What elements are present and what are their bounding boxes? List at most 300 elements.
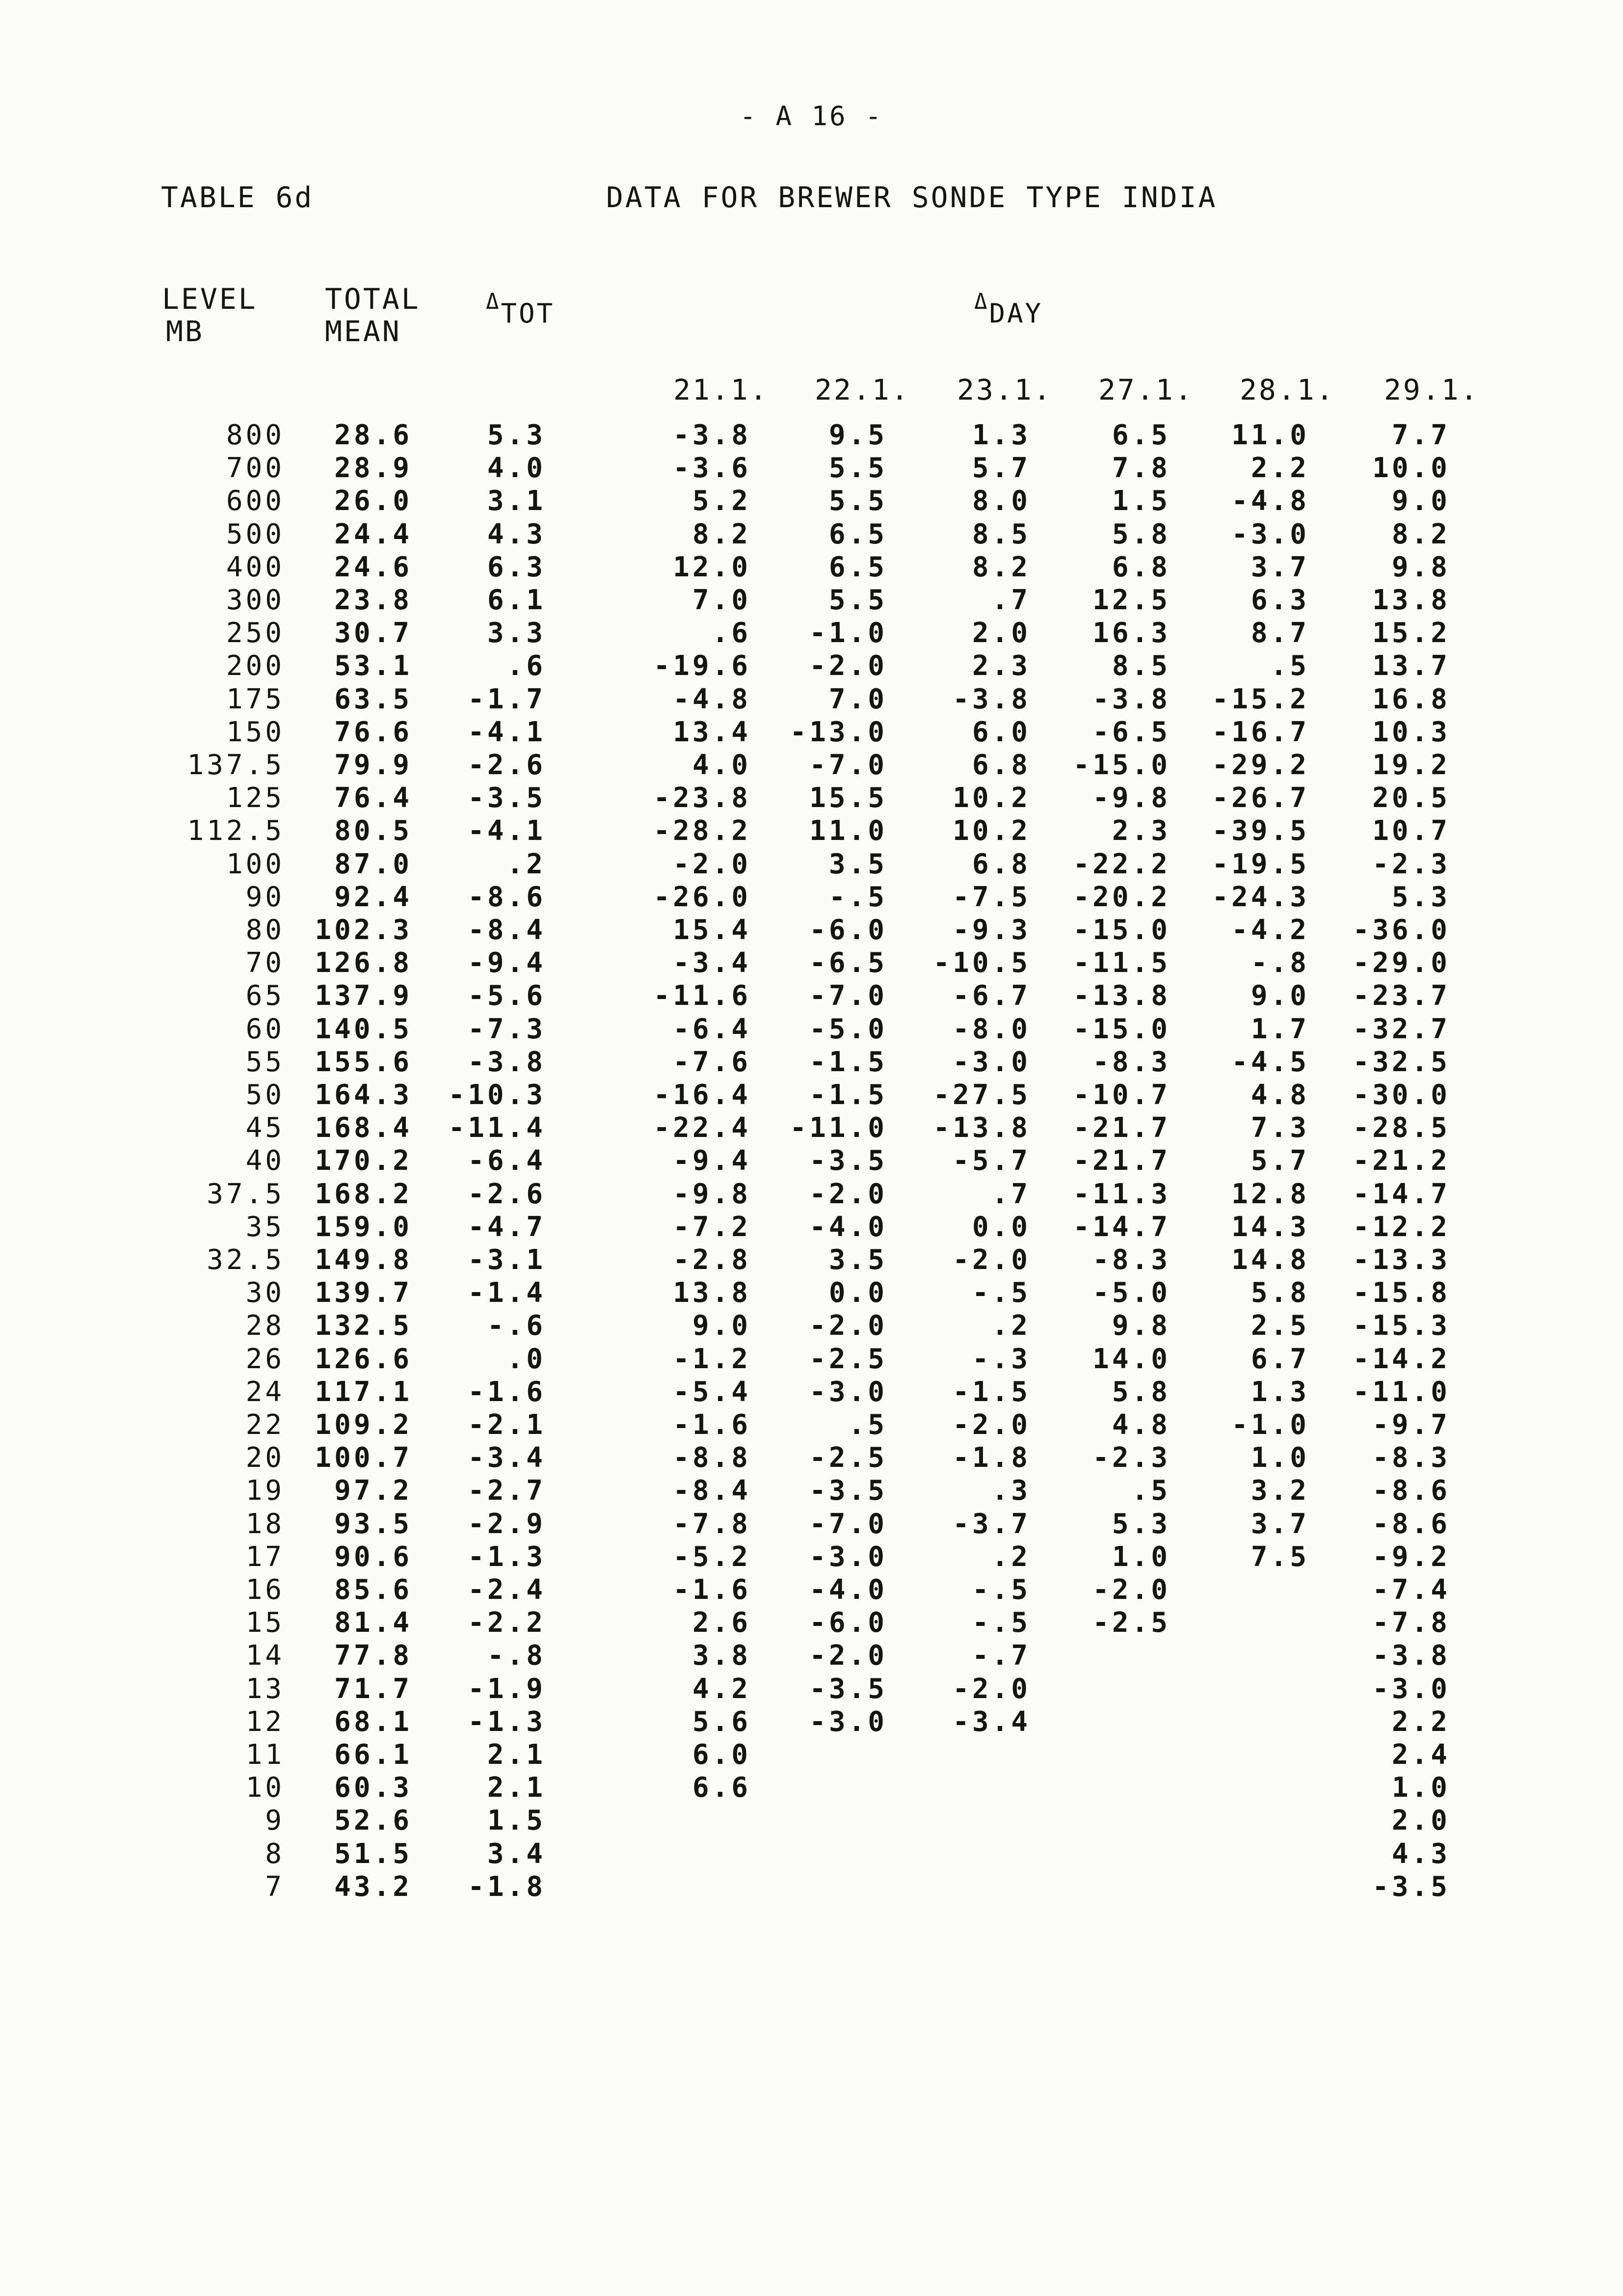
delta-day-cell: -.5 — [828, 881, 887, 913]
table-row — [0, 617, 1623, 649]
delta-day-cell: -11.0 — [1353, 1376, 1450, 1408]
delta-day-cell: 1.5 — [1112, 485, 1171, 517]
table-row — [0, 452, 1623, 485]
delta-tot-cell: -11.4 — [448, 1112, 546, 1144]
delta-day-cell: 6.3 — [1251, 584, 1309, 616]
delta-day-cell: 10.7 — [1372, 815, 1450, 847]
table-row — [0, 419, 1623, 452]
delta-day-cell: -26.7 — [1212, 782, 1309, 814]
delta-day-cell: -13.0 — [790, 716, 887, 748]
level-cell: 150 — [226, 716, 285, 748]
delta-day-cell: -11.6 — [653, 980, 751, 1012]
level-cell: 14 — [245, 1640, 285, 1672]
delta-day-cell: -9.2 — [1372, 1540, 1450, 1573]
delta-day-cell: 3.5 — [828, 848, 887, 880]
delta-day-cell: -9.3 — [953, 914, 1031, 946]
delta-tot-cell: -8.4 — [468, 914, 546, 946]
total-mean-cell: 168.4 — [315, 1112, 412, 1144]
delta-day-cell: 1.0 — [1391, 1772, 1450, 1804]
delta-day-cell: -11.3 — [1073, 1178, 1171, 1210]
delta-day-cell: -2.0 — [809, 1178, 887, 1210]
delta-day-cell: 3.7 — [1251, 1508, 1309, 1540]
delta-day-cell: 14.0 — [1092, 1343, 1171, 1375]
delta-day-cell: -21.7 — [1073, 1145, 1171, 1177]
total-mean-cell: 137.9 — [315, 980, 412, 1012]
delta-day-cell: 5.6 — [692, 1705, 751, 1738]
total-mean-cell: 126.8 — [315, 947, 412, 979]
total-mean-cell: 81.4 — [334, 1607, 412, 1639]
delta-day-cell: -3.4 — [953, 1705, 1031, 1738]
delta-day-cell: 3.8 — [692, 1640, 751, 1672]
delta-day-cell: 1.0 — [1251, 1442, 1309, 1474]
level-cell: 800 — [226, 419, 285, 451]
table-row — [0, 1804, 1623, 1837]
table-row — [0, 1046, 1623, 1079]
delta-day-cell: -1.6 — [673, 1409, 751, 1441]
delta-day-cell: -3.7 — [953, 1508, 1031, 1540]
total-mean-cell: 28.6 — [334, 419, 412, 451]
delta-day-cell: 0.0 — [828, 1277, 887, 1309]
delta-day-cell: 5.7 — [1251, 1145, 1309, 1177]
delta-day-cell: 10.3 — [1372, 716, 1450, 748]
delta-symbol: Δ — [974, 289, 989, 314]
total-mean-cell: 139.7 — [315, 1277, 412, 1309]
delta-tot-cell: -7.3 — [468, 1013, 546, 1045]
total-mean-cell: 164.3 — [315, 1079, 412, 1111]
level-cell: 600 — [226, 485, 285, 517]
delta-tot-cell: -1.3 — [468, 1540, 546, 1573]
delta-day-cell: 10.2 — [953, 782, 1031, 814]
delta-day-cell: 2.3 — [1112, 815, 1171, 847]
delta-day-cell: 9.5 — [828, 419, 887, 451]
delta-tot-cell: -2.9 — [468, 1508, 546, 1540]
delta-day-cell: 19.2 — [1372, 749, 1450, 781]
delta-day-cell: -3.8 — [673, 419, 751, 451]
delta-day-cell: 4.2 — [692, 1673, 751, 1705]
table-row — [0, 1079, 1623, 1111]
delta-day-cell: -8.3 — [1372, 1442, 1450, 1474]
delta-day-cell: -5.0 — [809, 1013, 887, 1045]
level-cell: 200 — [226, 650, 285, 682]
delta-day-cell: 6.6 — [692, 1772, 751, 1804]
table-title: DATA FOR BREWER SONDE TYPE INDIA — [606, 181, 1218, 214]
level-cell: 10 — [245, 1772, 285, 1804]
delta-day-cell: -1.0 — [809, 617, 887, 649]
delta-day-cell: -15.0 — [1073, 749, 1171, 781]
delta-day-cell: 9.0 — [692, 1310, 751, 1342]
table-row — [0, 1540, 1623, 1573]
delta-day-cell: 11.0 — [809, 815, 887, 847]
delta-day-cell: -3.0 — [809, 1376, 887, 1408]
delta-tot-cell: -2.1 — [468, 1409, 546, 1441]
delta-day-cell: 10.2 — [953, 815, 1031, 847]
delta-day-cell: 9.0 — [1391, 485, 1450, 517]
total-mean-cell: 80.5 — [334, 815, 412, 847]
table-row — [0, 485, 1623, 517]
delta-day-cell: .2 — [991, 1540, 1031, 1573]
delta-tot-cell: 3.4 — [487, 1837, 546, 1870]
delta-day-cell: -15.0 — [1073, 914, 1171, 946]
level-header — [162, 283, 258, 348]
table-row — [0, 518, 1623, 551]
date-header: 23.1. — [957, 373, 1053, 406]
delta-day-subscript: DAY — [989, 298, 1043, 329]
delta-day-cell: 9.8 — [1391, 551, 1450, 583]
total-mean-cell: 71.7 — [334, 1673, 412, 1705]
total-mean-cell: 76.6 — [334, 716, 412, 748]
level-cell: 100 — [226, 848, 285, 880]
total-mean-cell: 77.8 — [334, 1640, 412, 1672]
total-mean-cell: 76.4 — [334, 782, 412, 814]
total-mean-cell: 117.1 — [315, 1376, 412, 1408]
table-row — [0, 1178, 1623, 1211]
delta-day-cell: -2.0 — [673, 848, 751, 880]
delta-day-cell: -4.8 — [1231, 485, 1309, 517]
total-mean-cell: 97.2 — [334, 1475, 412, 1507]
delta-day-cell: .5 — [1131, 1475, 1171, 1507]
total-mean-cell: 90.6 — [334, 1540, 412, 1573]
level-cell: 12 — [245, 1705, 285, 1738]
delta-day-cell: 6.5 — [1112, 419, 1171, 451]
delta-tot-cell: -1.3 — [468, 1705, 546, 1738]
delta-day-cell: -7.0 — [809, 980, 887, 1012]
delta-day-cell: -9.8 — [673, 1178, 751, 1210]
delta-day-cell: -6.5 — [1092, 716, 1171, 748]
delta-day-cell: 0.0 — [972, 1211, 1031, 1243]
delta-day-cell: 16.3 — [1092, 617, 1171, 649]
delta-day-cell: -3.5 — [809, 1673, 887, 1705]
total-mean-cell: 66.1 — [334, 1739, 412, 1771]
total-mean-cell: 126.6 — [315, 1343, 412, 1375]
delta-tot-cell: 5.3 — [487, 419, 546, 451]
delta-day-cell: 3.2 — [1251, 1475, 1309, 1507]
delta-day-cell: 6.8 — [972, 848, 1031, 880]
delta-day-cell: -13.8 — [1073, 980, 1171, 1012]
delta-day-cell: -13.8 — [933, 1112, 1031, 1144]
delta-tot-cell: -9.4 — [468, 947, 546, 979]
delta-day-cell: 7.3 — [1251, 1112, 1309, 1144]
delta-tot-cell: -6.4 — [468, 1145, 546, 1177]
delta-day-cell: 5.5 — [828, 485, 887, 517]
total-mean-cell: 30.7 — [334, 617, 412, 649]
delta-day-cell: -6.5 — [809, 947, 887, 979]
level-cell: 8 — [265, 1837, 285, 1870]
delta-day-cell: -16.7 — [1212, 716, 1309, 748]
table-row — [0, 1243, 1623, 1276]
delta-day-cell: -7.0 — [809, 749, 887, 781]
delta-day-cell: -7.5 — [953, 881, 1031, 913]
level-cell: 125 — [226, 782, 285, 814]
delta-tot-cell: -2.6 — [468, 749, 546, 781]
level-cell: 50 — [245, 1079, 285, 1111]
delta-day-cell: -7.2 — [673, 1211, 751, 1243]
delta-tot-cell: 4.0 — [487, 452, 546, 485]
delta-day-cell: -12.2 — [1353, 1211, 1450, 1243]
delta-day-cell: -8.0 — [953, 1013, 1031, 1045]
table-row — [0, 1508, 1623, 1540]
delta-day-cell: 1.7 — [1251, 1013, 1309, 1045]
delta-tot-cell: -4.1 — [468, 716, 546, 748]
total-mean-cell: 109.2 — [315, 1409, 412, 1441]
level-cell: 19 — [245, 1475, 285, 1507]
level-cell: 17 — [245, 1540, 285, 1573]
delta-day-cell: -4.0 — [809, 1574, 887, 1606]
table-row — [0, 1639, 1623, 1672]
total-mean-cell: 52.6 — [334, 1805, 412, 1837]
delta-day-cell: -4.8 — [673, 683, 751, 715]
table-row — [0, 1705, 1623, 1738]
delta-day-cell: -11.0 — [790, 1112, 887, 1144]
total-mean-cell: 43.2 — [334, 1870, 412, 1903]
table-row — [0, 848, 1623, 881]
delta-day-cell: -15.0 — [1073, 1013, 1171, 1045]
table-row — [0, 979, 1623, 1012]
delta-day-cell: 6.0 — [972, 716, 1031, 748]
delta-day-cell: -32.7 — [1353, 1013, 1450, 1045]
delta-day-cell: 12.8 — [1231, 1178, 1309, 1210]
total-mean-cell: 140.5 — [315, 1013, 412, 1045]
delta-day-cell: 15.2 — [1372, 617, 1450, 649]
total-header-label: TOTAL — [325, 282, 421, 316]
delta-tot-cell: -8.6 — [468, 881, 546, 913]
delta-tot-cell: -1.8 — [468, 1870, 546, 1903]
delta-day-cell: -1.5 — [953, 1376, 1031, 1408]
total-mean-cell: 60.3 — [334, 1772, 412, 1804]
delta-day-cell: -36.0 — [1353, 914, 1450, 946]
delta-tot-cell: 3.3 — [487, 617, 546, 649]
delta-day-cell: -3.8 — [1092, 683, 1171, 715]
delta-tot-cell: -1.4 — [468, 1277, 546, 1309]
delta-day-cell: 20.5 — [1372, 782, 1450, 814]
level-cell: 18 — [245, 1508, 285, 1540]
total-mean-cell: 63.5 — [334, 683, 412, 715]
delta-day-cell: .3 — [991, 1475, 1031, 1507]
delta-day-cell: 5.5 — [828, 584, 887, 616]
delta-day-cell: -22.2 — [1073, 848, 1171, 880]
delta-day-cell: -27.5 — [933, 1079, 1031, 1111]
date-header: 21.1. — [673, 373, 769, 406]
delta-tot-cell: 1.5 — [487, 1805, 546, 1837]
level-cell: 16 — [245, 1574, 285, 1606]
delta-day-cell: -15.3 — [1353, 1310, 1450, 1342]
table-row — [0, 649, 1623, 682]
delta-day-cell: 6.5 — [828, 518, 887, 550]
level-cell: 9 — [265, 1805, 285, 1837]
table-row — [0, 1673, 1623, 1705]
delta-day-cell: 13.8 — [673, 1277, 751, 1309]
delta-day-cell: -6.4 — [673, 1013, 751, 1045]
delta-day-cell: 11.0 — [1231, 419, 1309, 451]
level-header-label: LEVEL — [162, 282, 258, 316]
delta-day-cell: -7.4 — [1372, 1574, 1450, 1606]
table-row — [0, 1474, 1623, 1507]
level-cell: 112.5 — [187, 815, 285, 847]
delta-day-cell: -3.4 — [673, 947, 751, 979]
delta-day-cell: -8.4 — [673, 1475, 751, 1507]
delta-day-cell: -2.0 — [953, 1673, 1031, 1705]
delta-day-cell: -23.8 — [653, 782, 751, 814]
delta-day-cell: 5.8 — [1112, 518, 1171, 550]
delta-day-cell: 2.5 — [1251, 1310, 1309, 1342]
table-row — [0, 1606, 1623, 1639]
level-cell: 13 — [245, 1673, 285, 1705]
delta-day-cell: -.5 — [972, 1277, 1031, 1309]
delta-day-cell: -32.5 — [1353, 1046, 1450, 1078]
delta-day-cell: 8.2 — [692, 518, 751, 550]
delta-tot-cell: 6.3 — [487, 551, 546, 583]
date-header: 22.1. — [815, 373, 910, 406]
delta-day-cell: 7.7 — [1391, 419, 1450, 451]
table-row — [0, 716, 1623, 749]
level-cell: 11 — [245, 1739, 285, 1771]
delta-day-cell: 6.0 — [692, 1739, 751, 1771]
delta-day-cell: -7.0 — [809, 1508, 887, 1540]
level-cell: 400 — [226, 551, 285, 583]
table-row — [0, 1309, 1623, 1342]
delta-day-cell: 5.3 — [1391, 881, 1450, 913]
delta-tot-cell: -2.4 — [468, 1574, 546, 1606]
total-mean-cell: 170.2 — [315, 1145, 412, 1177]
delta-day-cell: 13.7 — [1372, 650, 1450, 682]
level-cell: 60 — [245, 1013, 285, 1045]
level-cell: 7 — [265, 1870, 285, 1903]
delta-day-cell: 14.8 — [1231, 1244, 1309, 1276]
total-mean-cell: 79.9 — [334, 749, 412, 781]
delta-day-cell: -7.6 — [673, 1046, 751, 1078]
delta-day-cell: -15.8 — [1353, 1277, 1450, 1309]
delta-day-cell: -28.5 — [1353, 1112, 1450, 1144]
level-cell: 24 — [245, 1376, 285, 1408]
total-mean-cell: 53.1 — [334, 650, 412, 682]
table-row — [0, 1343, 1623, 1376]
delta-day-cell: -3.8 — [953, 683, 1031, 715]
level-cell: 250 — [226, 617, 285, 649]
total-mean-cell: 87.0 — [334, 848, 412, 880]
delta-day-cell: -1.0 — [1231, 1409, 1309, 1441]
delta-day-cell: -2.5 — [809, 1343, 887, 1375]
table-row — [0, 1144, 1623, 1177]
table-row — [0, 1376, 1623, 1408]
delta-day-cell: -2.0 — [809, 1310, 887, 1342]
delta-day-cell: -1.2 — [673, 1343, 751, 1375]
delta-tot-cell: 6.1 — [487, 584, 546, 616]
delta-tot-cell: 2.1 — [487, 1772, 546, 1804]
delta-day-cell: 14.3 — [1231, 1211, 1309, 1243]
delta-day-cell: 7.5 — [1251, 1540, 1309, 1573]
table-row — [0, 881, 1623, 914]
table-row — [0, 1408, 1623, 1441]
page-number: - A 16 - — [740, 101, 883, 132]
delta-day-cell: -3.0 — [1372, 1673, 1450, 1705]
date-header: 28.1. — [1240, 373, 1335, 406]
delta-day-cell: -3.0 — [809, 1705, 887, 1738]
table-row — [0, 914, 1623, 946]
delta-day-cell: 8.2 — [972, 551, 1031, 583]
table-row — [0, 1441, 1623, 1474]
delta-day-cell: -2.3 — [1092, 1442, 1171, 1474]
delta-day-cell: -16.4 — [653, 1079, 751, 1111]
delta-day-cell: -5.4 — [673, 1376, 751, 1408]
delta-day-cell: 13.4 — [673, 716, 751, 748]
date-header: 27.1. — [1098, 373, 1194, 406]
table-label: TABLE 6d — [161, 181, 314, 214]
level-cell: 20 — [245, 1442, 285, 1474]
delta-day-cell: -8.3 — [1092, 1046, 1171, 1078]
delta-day-cell: 16.8 — [1372, 683, 1450, 715]
delta-day-cell: 7.0 — [692, 584, 751, 616]
delta-day-cell: 2.6 — [692, 1607, 751, 1639]
delta-day-cell: -7.8 — [1372, 1607, 1450, 1639]
table-row — [0, 782, 1623, 814]
total-mean-cell: 102.3 — [315, 914, 412, 946]
delta-day-cell: -30.0 — [1353, 1079, 1450, 1111]
table-row — [0, 584, 1623, 617]
delta-day-cell: -26.0 — [653, 881, 751, 913]
delta-day-cell: 2.2 — [1251, 452, 1309, 485]
delta-day-cell: -.7 — [972, 1640, 1031, 1672]
delta-day-cell: 8.2 — [1391, 518, 1450, 550]
delta-day-cell: -2.5 — [809, 1442, 887, 1474]
level-cell: 700 — [226, 452, 285, 485]
delta-day-cell: 9.8 — [1112, 1310, 1171, 1342]
total-mean-cell: 68.1 — [334, 1705, 412, 1738]
table-row — [0, 1211, 1623, 1243]
delta-day-cell: -14.7 — [1353, 1178, 1450, 1210]
delta-day-cell: .7 — [991, 584, 1031, 616]
delta-day-cell: -.5 — [972, 1574, 1031, 1606]
total-mean-cell: 51.5 — [334, 1837, 412, 1870]
delta-tot-cell: -.8 — [487, 1640, 546, 1672]
total-mean-cell: 100.7 — [315, 1442, 412, 1474]
delta-day-cell: 12.5 — [1092, 584, 1171, 616]
delta-day-cell: 6.8 — [1112, 551, 1171, 583]
delta-day-cell: -39.5 — [1212, 815, 1309, 847]
total-mean-cell: 92.4 — [334, 881, 412, 913]
delta-day-cell: -5.0 — [1092, 1277, 1171, 1309]
total-mean-cell: 168.2 — [315, 1178, 412, 1210]
delta-day-cell: -29.2 — [1212, 749, 1309, 781]
delta-tot-cell: -3.5 — [468, 782, 546, 814]
delta-day-cell: 8.0 — [972, 485, 1031, 517]
delta-day-cell: -3.5 — [809, 1475, 887, 1507]
delta-day-cell: 4.0 — [692, 749, 751, 781]
table-row — [0, 1573, 1623, 1606]
delta-day-cell: -6.7 — [953, 980, 1031, 1012]
table-row — [0, 1111, 1623, 1144]
delta-day-cell: 5.8 — [1112, 1376, 1171, 1408]
delta-day-cell: -2.0 — [809, 1640, 887, 1672]
delta-day-cell: 2.2 — [1391, 1705, 1450, 1738]
delta-day-cell: -22.4 — [653, 1112, 751, 1144]
level-cell: 45 — [245, 1112, 285, 1144]
delta-day-cell: -6.0 — [809, 1607, 887, 1639]
delta-day-cell: -2.0 — [953, 1409, 1031, 1441]
delta-day-cell: -1.5 — [809, 1046, 887, 1078]
table-row — [0, 1771, 1623, 1804]
delta-symbol: Δ — [486, 289, 501, 314]
delta-day-cell: 6.7 — [1251, 1343, 1309, 1375]
delta-day-cell: -19.5 — [1212, 848, 1309, 880]
level-cell: 55 — [245, 1046, 285, 1078]
delta-day-cell: -6.0 — [809, 914, 887, 946]
delta-day-cell: -10.5 — [933, 947, 1031, 979]
table-row — [0, 1837, 1623, 1870]
delta-day-cell: -3.0 — [1231, 518, 1309, 550]
delta-day-cell: 1.3 — [1251, 1376, 1309, 1408]
delta-day-cell: 4.8 — [1251, 1079, 1309, 1111]
delta-day-cell: -20.2 — [1073, 881, 1171, 913]
delta-tot-cell: -5.6 — [468, 980, 546, 1012]
